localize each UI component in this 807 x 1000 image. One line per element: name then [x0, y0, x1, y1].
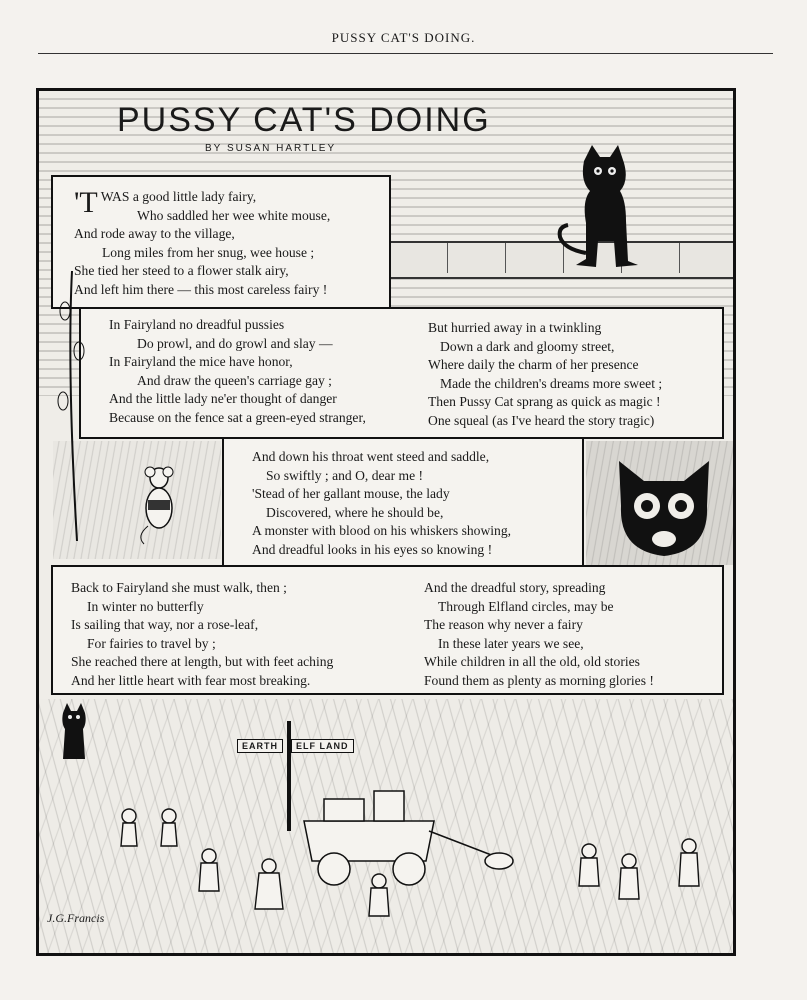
stanza-3	[428, 319, 662, 431]
stanza-6-line-2: Through Elfland circles, may be	[438, 598, 614, 614]
stanza-4-line-2: So swiftly ; and O, dear me !	[266, 467, 424, 483]
cat-face-icon	[609, 451, 719, 561]
stanza-4-line-3: 'Stead of her gallant mouse, the lady	[252, 486, 450, 502]
stanza-5	[71, 579, 333, 691]
stanza-6-line-6: Found them as plenty as morning glories !	[424, 672, 654, 688]
stanza-3-line-3: Where daily the charm of her presence	[428, 357, 639, 373]
stanza-1	[74, 188, 330, 300]
sign-earth: EARTH	[237, 739, 283, 753]
stanza-2-line-2: Do prowl, and do growl and slay —	[137, 335, 333, 351]
page-title: PUSSY CAT'S DOING	[117, 101, 491, 139]
stanza-3-line-5: Then Pussy Cat sprang as quick as magic !	[428, 394, 661, 410]
stanza-2-line-3: In Fairyland the mice have honor,	[109, 354, 293, 370]
stanza-4-line-1: And down his throat went steed and saddle,	[252, 449, 490, 464]
stanza-6-line-5: While children in all the old, old stories	[424, 654, 640, 670]
sign-elfland: ELF LAND	[291, 739, 354, 753]
stanza-3-line-6: One squeal (as I've heard the story tragic)	[428, 412, 655, 428]
stanza-1-line-3: And rode away to the village,	[74, 226, 235, 242]
drop-cap: 'T	[74, 186, 98, 219]
stanza-3-line-4: Made the children's dreams more sweet ;	[440, 375, 663, 391]
stanza-4-line-6: And dreadful looks in his eyes so knowing !	[252, 541, 493, 557]
stanza-2-line-1: In Fairyland no dreadful pussies	[109, 317, 285, 332]
stanza-2-line-6: Because on the fence sat a green-eyed stranger,	[109, 409, 366, 425]
stanza-1-line-4: Long miles from her snug, wee house ;	[102, 244, 315, 260]
head-rule	[38, 53, 773, 54]
stanza-5-line-5: She reached there at length, but with feet aching	[71, 654, 334, 670]
stanza-2-line-4: And draw the queen's carriage gay ;	[137, 372, 332, 388]
mouse-icon	[134, 466, 184, 546]
stanza-6-line-4: In these later years we see,	[438, 635, 584, 651]
stanza-2	[109, 316, 366, 428]
stanza-3-line-1: But hurried away in a twinkling	[428, 320, 602, 335]
artist-signature: J.G.Francis	[47, 911, 105, 925]
stanza-6-line-3: The reason why never a fairy	[424, 617, 583, 633]
poem-frame	[36, 88, 736, 956]
stanza-5-line-4: For fairies to travel by ;	[87, 635, 216, 651]
stanza-5-line-6: And her little heart with fear most breaking.	[71, 672, 311, 688]
stanza-2-line-5: And the little lady ne'er thought of danger	[109, 391, 337, 407]
stanza-3-line-2: Down a dark and gloomy street,	[440, 338, 615, 354]
stanza-6	[424, 579, 654, 691]
stanza-6-line-1: And the dreadful story, spreading	[424, 580, 606, 595]
byline: BY SUSAN HARTLEY	[205, 143, 337, 154]
stanza-5-line-1: Back to Fairyland she must walk, then ;	[71, 580, 287, 595]
stanza-5-line-3: Is sailing that way, nor a rose-leaf,	[71, 617, 259, 633]
small-cat-icon	[57, 703, 91, 763]
mouse-cart-icon	[294, 781, 514, 891]
stanza-1-line-2: Who saddled her wee white mouse,	[137, 207, 331, 223]
cat-on-fence-icon	[554, 141, 654, 276]
stanza-4-line-4: Discovered, where he should be,	[266, 504, 444, 520]
stanza-4-line-5: A monster with blood on his whiskers showing,	[252, 523, 512, 539]
running-head: PUSSY CAT'S DOING.	[331, 30, 476, 45]
stanza-5-line-2: In winter no butterfly	[87, 598, 204, 614]
flower-stalk-icon	[47, 271, 97, 541]
stanza-1-line-6: And left him there — this most careless fairy !	[74, 281, 328, 297]
stanza-4	[252, 448, 511, 560]
stanza-1-line-5: She tied her steed to a flower stalk airy,	[74, 263, 289, 279]
stanza-1-line-1: WAS a good little lady fairy,	[100, 189, 257, 204]
